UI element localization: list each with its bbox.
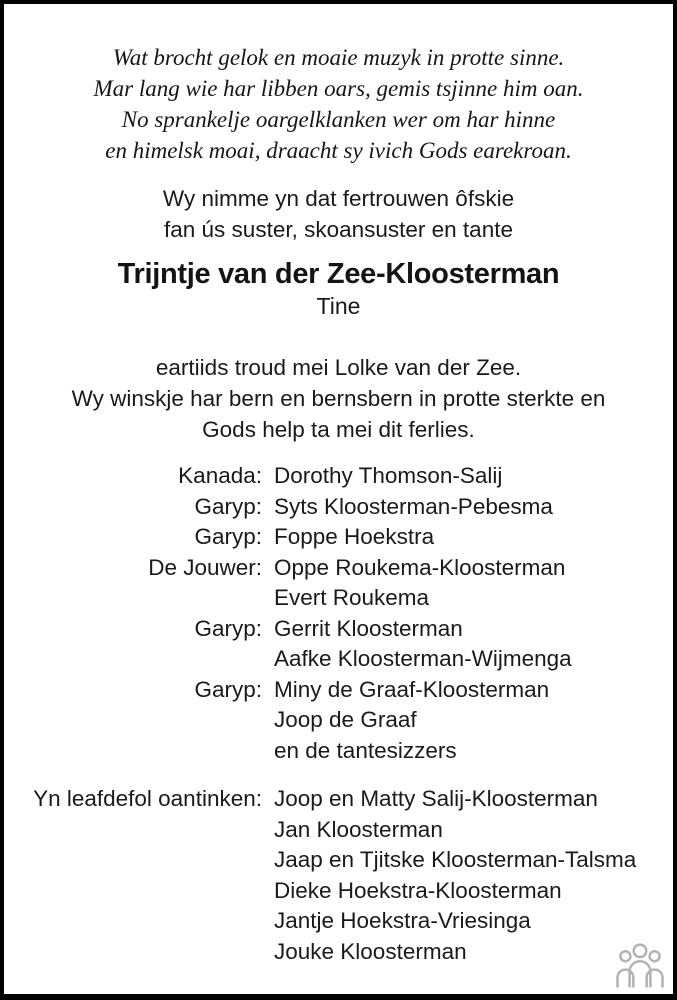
memorial-list-row (4, 937, 673, 968)
place-label: Garyp: (194, 493, 262, 519)
memorial-label (4, 876, 262, 907)
person-name: Miny de Graaf-Kloosterman (274, 676, 550, 702)
memorial-list (4, 784, 673, 967)
place-label (4, 583, 262, 614)
person-name: Jouke Kloosterman (274, 938, 467, 964)
deceased-nickname: Tine (316, 293, 361, 319)
family-list-row (4, 644, 673, 675)
person-name: en de tantesizzers (274, 737, 457, 763)
person-name: Joop de Graaf (274, 707, 417, 732)
person-name: Evert Roukema (274, 585, 430, 610)
intro-line: Wy nimme yn dat fertrouwen ôfskie (162, 186, 515, 211)
poem-line: en himelsk moai, draacht sy ivich Gods earekroan. (105, 138, 572, 163)
poem-line: No sprankelje oargelklanken wer om har hinne (121, 107, 556, 132)
family-list-row (4, 553, 673, 584)
memorial-label (4, 845, 262, 876)
memorial-list-row (4, 906, 673, 937)
memorial-list-row (4, 876, 673, 907)
person-name: Jaap en Tjitske Kloosterman-Talsma (274, 847, 637, 872)
family-list-row (4, 675, 673, 706)
memorial-list-row (4, 784, 673, 815)
person-name: Oppe Roukema-Kloosterman (274, 554, 566, 580)
person-name: Foppe Hoekstra (274, 524, 435, 549)
memorial-label (4, 906, 262, 937)
family-list-row (4, 583, 673, 614)
intro-line: fan ús suster, skoansuster en tante (164, 217, 513, 242)
family-list (4, 461, 673, 766)
family-list-row (4, 736, 673, 767)
memorial-label (4, 937, 262, 968)
memorial-list-row (4, 845, 673, 876)
family-list-row (4, 522, 673, 553)
place-label: Garyp: (194, 615, 262, 641)
place-label (4, 705, 262, 736)
person-name: Dorothy Thomson-Salij (274, 463, 503, 488)
place-label: De Jouwer: (148, 554, 262, 580)
place-label (4, 736, 262, 767)
family-list-row (4, 705, 673, 736)
place-label: Garyp: (194, 676, 262, 702)
person-name: Gerrit Kloosterman (274, 615, 463, 641)
person-name: Joop en Matty Salij-Kloosterman (274, 786, 598, 811)
message-line: Gods help ta mei dit ferlies. (202, 417, 475, 442)
place-label: Kanada: (178, 463, 262, 488)
person-name: Jantje Hoekstra-Vriesinga (274, 908, 531, 933)
person-name: Jan Kloosterman (274, 816, 443, 842)
memorial-label (4, 815, 262, 846)
condolence-message (4, 352, 673, 445)
family-list-row (4, 461, 673, 492)
person-name: Aafke Kloosterman-Wijmenga (274, 646, 572, 671)
memorial-list-row (4, 815, 673, 846)
announcement-intro (4, 183, 673, 245)
place-label (4, 644, 262, 675)
poem-line: Mar lang wie har libben oars, gemis tsjinne him oan. (93, 76, 584, 101)
memorial-label: Yn leafdefol oantinken: (33, 786, 262, 811)
family-list-row (4, 492, 673, 523)
message-line: Wy winskje har bern en bernsbern in protte sterkte en (71, 386, 606, 411)
poem-line: Wat brocht gelok en moaie muzyk in protte sinne. (112, 45, 565, 70)
family-list-row (4, 614, 673, 645)
place-label: Garyp: (194, 524, 262, 549)
deceased-name: Trijntje van der Zee-Kloosterman (117, 258, 560, 290)
message-line: eartiids troud mei Lolke van der Zee. (155, 355, 522, 380)
family-icon (615, 942, 665, 988)
person-name: Dieke Hoekstra-Kloosterman (274, 877, 562, 903)
poem (4, 4, 673, 166)
person-name: Syts Kloosterman-Pebesma (274, 493, 553, 519)
